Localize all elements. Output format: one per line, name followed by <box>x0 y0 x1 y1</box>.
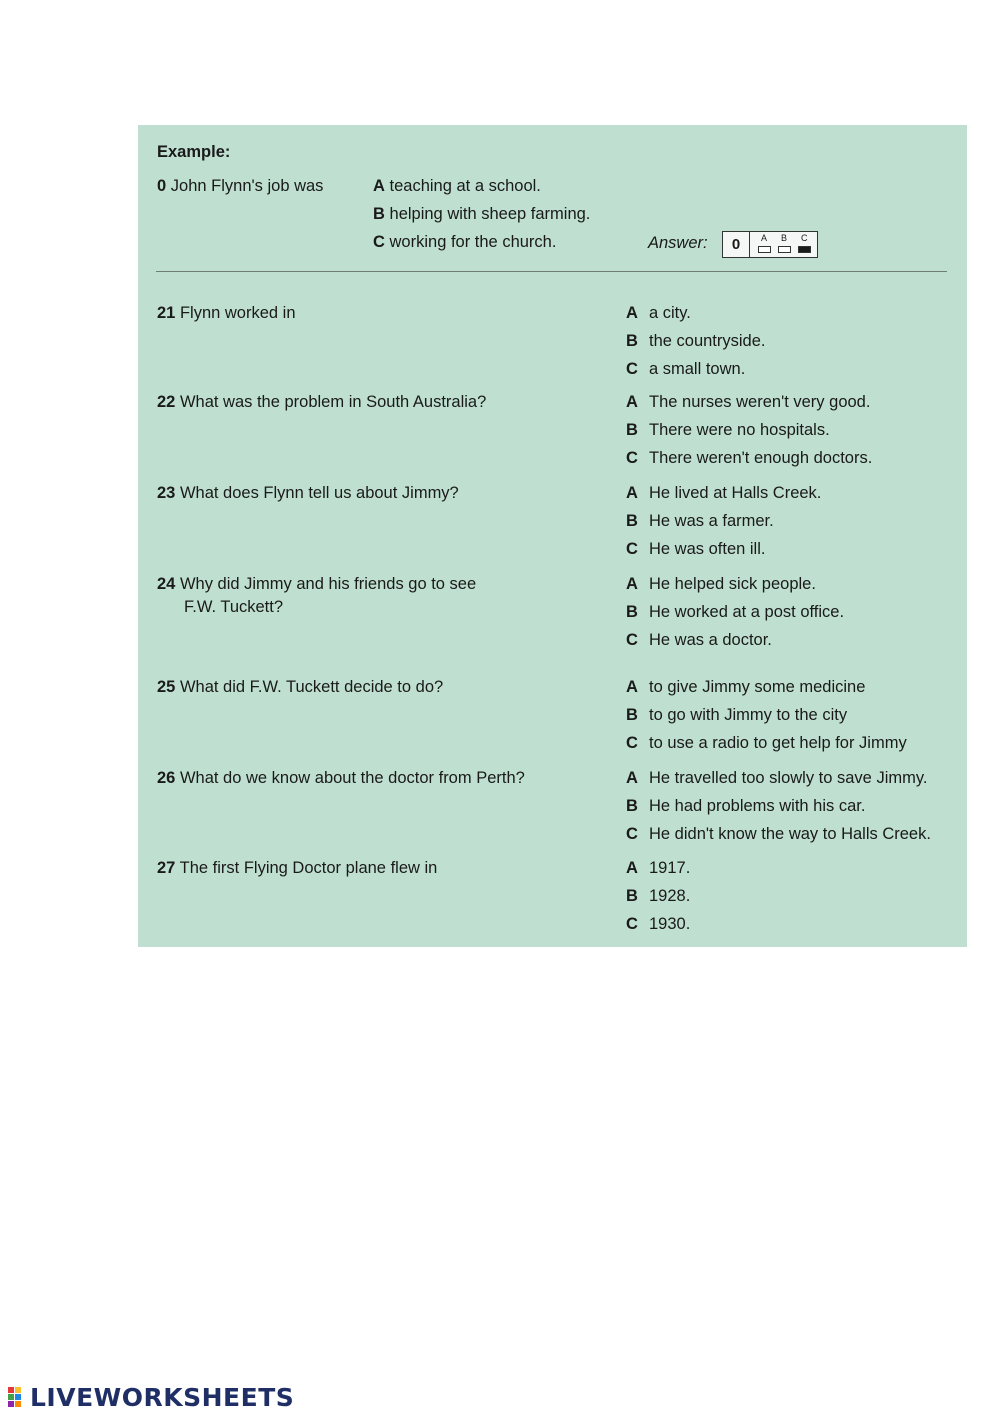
question-25-option-c-letter: C <box>626 734 638 752</box>
example-question-text: John Flynn's job was <box>170 177 324 195</box>
example-number: 0 <box>157 177 167 195</box>
question-23-option-a-text: He lived at Halls Creek. <box>649 484 822 502</box>
answer-box-number: 0 <box>723 232 750 257</box>
question-24 <box>157 574 476 594</box>
question-number: 25 <box>157 678 176 696</box>
divider-line <box>156 271 947 272</box>
question-26-option-c-letter: C <box>626 825 638 843</box>
question-number: 22 <box>157 393 176 411</box>
question-23-option-c-text: He was often ill. <box>649 540 766 558</box>
question-21-option-c-letter: C <box>626 360 638 378</box>
question-21-option-c-text: a small town. <box>649 360 746 378</box>
question-25-option-c-text: to use a radio to get help for Jimmy <box>649 734 907 752</box>
question-25-option-b-text: to go with Jimmy to the city <box>649 706 848 724</box>
question-23-option-c-letter: C <box>626 540 638 558</box>
question-text: What was the problem in South Australia? <box>179 393 487 411</box>
example-heading: Example: <box>157 143 231 161</box>
question-23-option-b-text: He was a farmer. <box>649 512 774 530</box>
question-21 <box>157 303 296 323</box>
question-text: The first Flying Doctor plane flew in <box>179 859 438 877</box>
question-22-option-c-text: There weren't enough doctors. <box>649 449 873 467</box>
option-letter: B <box>373 205 385 223</box>
question-27 <box>157 858 437 878</box>
question-26-option-b-text: He had problems with his car. <box>649 797 866 815</box>
example-option-c <box>373 232 556 252</box>
question-23 <box>157 483 459 503</box>
question-26-option-a-letter: A <box>626 769 638 787</box>
question-21-option-b-text: the countryside. <box>649 332 766 350</box>
liveworksheets-logo-icon <box>8 1387 30 1407</box>
liveworksheets-logo-text: LIVEWORKSHEETS <box>30 1383 295 1412</box>
question-21-option-b-letter: B <box>626 332 638 350</box>
question-24-option-a-letter: A <box>626 575 638 593</box>
question-22-option-b-text: There were no hospitals. <box>649 421 830 439</box>
question-text: What do we know about the doctor from Perth? <box>179 769 525 787</box>
question-24-option-a-text: He helped sick people. <box>649 575 816 593</box>
question-24-option-b-text: He worked at a post office. <box>649 603 845 621</box>
question-22-option-b-letter: B <box>626 421 638 439</box>
question-27-option-c-letter: C <box>626 915 638 933</box>
example-question <box>157 176 323 196</box>
answer-box-square-b <box>778 246 791 253</box>
question-number: 24 <box>157 575 176 593</box>
question-27-option-b-letter: B <box>626 887 638 905</box>
question-27-option-a-text: 1917. <box>649 859 691 877</box>
question-27-option-b-text: 1928. <box>649 887 691 905</box>
question-number: 26 <box>157 769 176 787</box>
question-22-option-a-text: The nurses weren't very good. <box>649 393 871 411</box>
question-25-option-b-letter: B <box>626 706 638 724</box>
question-23-option-a-letter: A <box>626 484 638 502</box>
answer-box-letter-b: B <box>781 233 788 243</box>
question-25-option-a-text: to give Jimmy some medicine <box>649 678 866 696</box>
question-number: 21 <box>157 304 176 322</box>
question-26-option-c-text: He didn't know the way to Halls Creek. <box>649 825 931 843</box>
question-24-option-c-text: He was a doctor. <box>649 631 772 649</box>
question-26-option-b-letter: B <box>626 797 638 815</box>
option-letter: C <box>373 233 385 251</box>
option-letter: A <box>373 177 385 195</box>
question-21-option-a-letter: A <box>626 304 638 322</box>
question-24-option-b-letter: B <box>626 603 638 621</box>
example-option-b <box>373 204 590 224</box>
question-22-option-c-letter: C <box>626 449 638 467</box>
example-option-a <box>373 176 541 196</box>
question-27-option-c-text: 1930. <box>649 915 691 933</box>
question-24-option-c-letter: C <box>626 631 638 649</box>
answer-box-letter-a: A <box>761 233 768 243</box>
question-22-option-a-letter: A <box>626 393 638 411</box>
option-text: teaching at a school. <box>389 177 541 195</box>
question-text: Flynn worked in <box>179 304 296 322</box>
answer-label: Answer: <box>648 234 708 252</box>
answer-box-square-a <box>758 246 771 253</box>
question-number: 27 <box>157 859 176 877</box>
question-25-option-a-letter: A <box>626 678 638 696</box>
question-text: What did F.W. Tuckett decide to do? <box>179 678 444 696</box>
option-text: helping with sheep farming. <box>389 205 591 223</box>
option-text: working for the church. <box>389 233 557 251</box>
question-23-option-b-letter: B <box>626 512 638 530</box>
example-answer-box <box>722 231 818 258</box>
question-27-option-a-letter: A <box>626 859 638 877</box>
question-text: What does Flynn tell us about Jimmy? <box>179 484 459 502</box>
question-26-option-a-text: He travelled too slowly to save Jimmy. <box>649 769 928 787</box>
question-25 <box>157 677 443 697</box>
answer-box-square-c <box>798 246 811 253</box>
question-26 <box>157 768 525 788</box>
question-text: Why did Jimmy and his friends go to see <box>179 575 477 593</box>
question-text: F.W. Tuckett? <box>184 598 284 616</box>
question-number: 23 <box>157 484 176 502</box>
question-21-option-a-text: a city. <box>649 304 691 322</box>
answer-box-letter-c: C <box>801 233 808 243</box>
question-22 <box>157 392 486 412</box>
question-24-line-2 <box>184 597 283 617</box>
